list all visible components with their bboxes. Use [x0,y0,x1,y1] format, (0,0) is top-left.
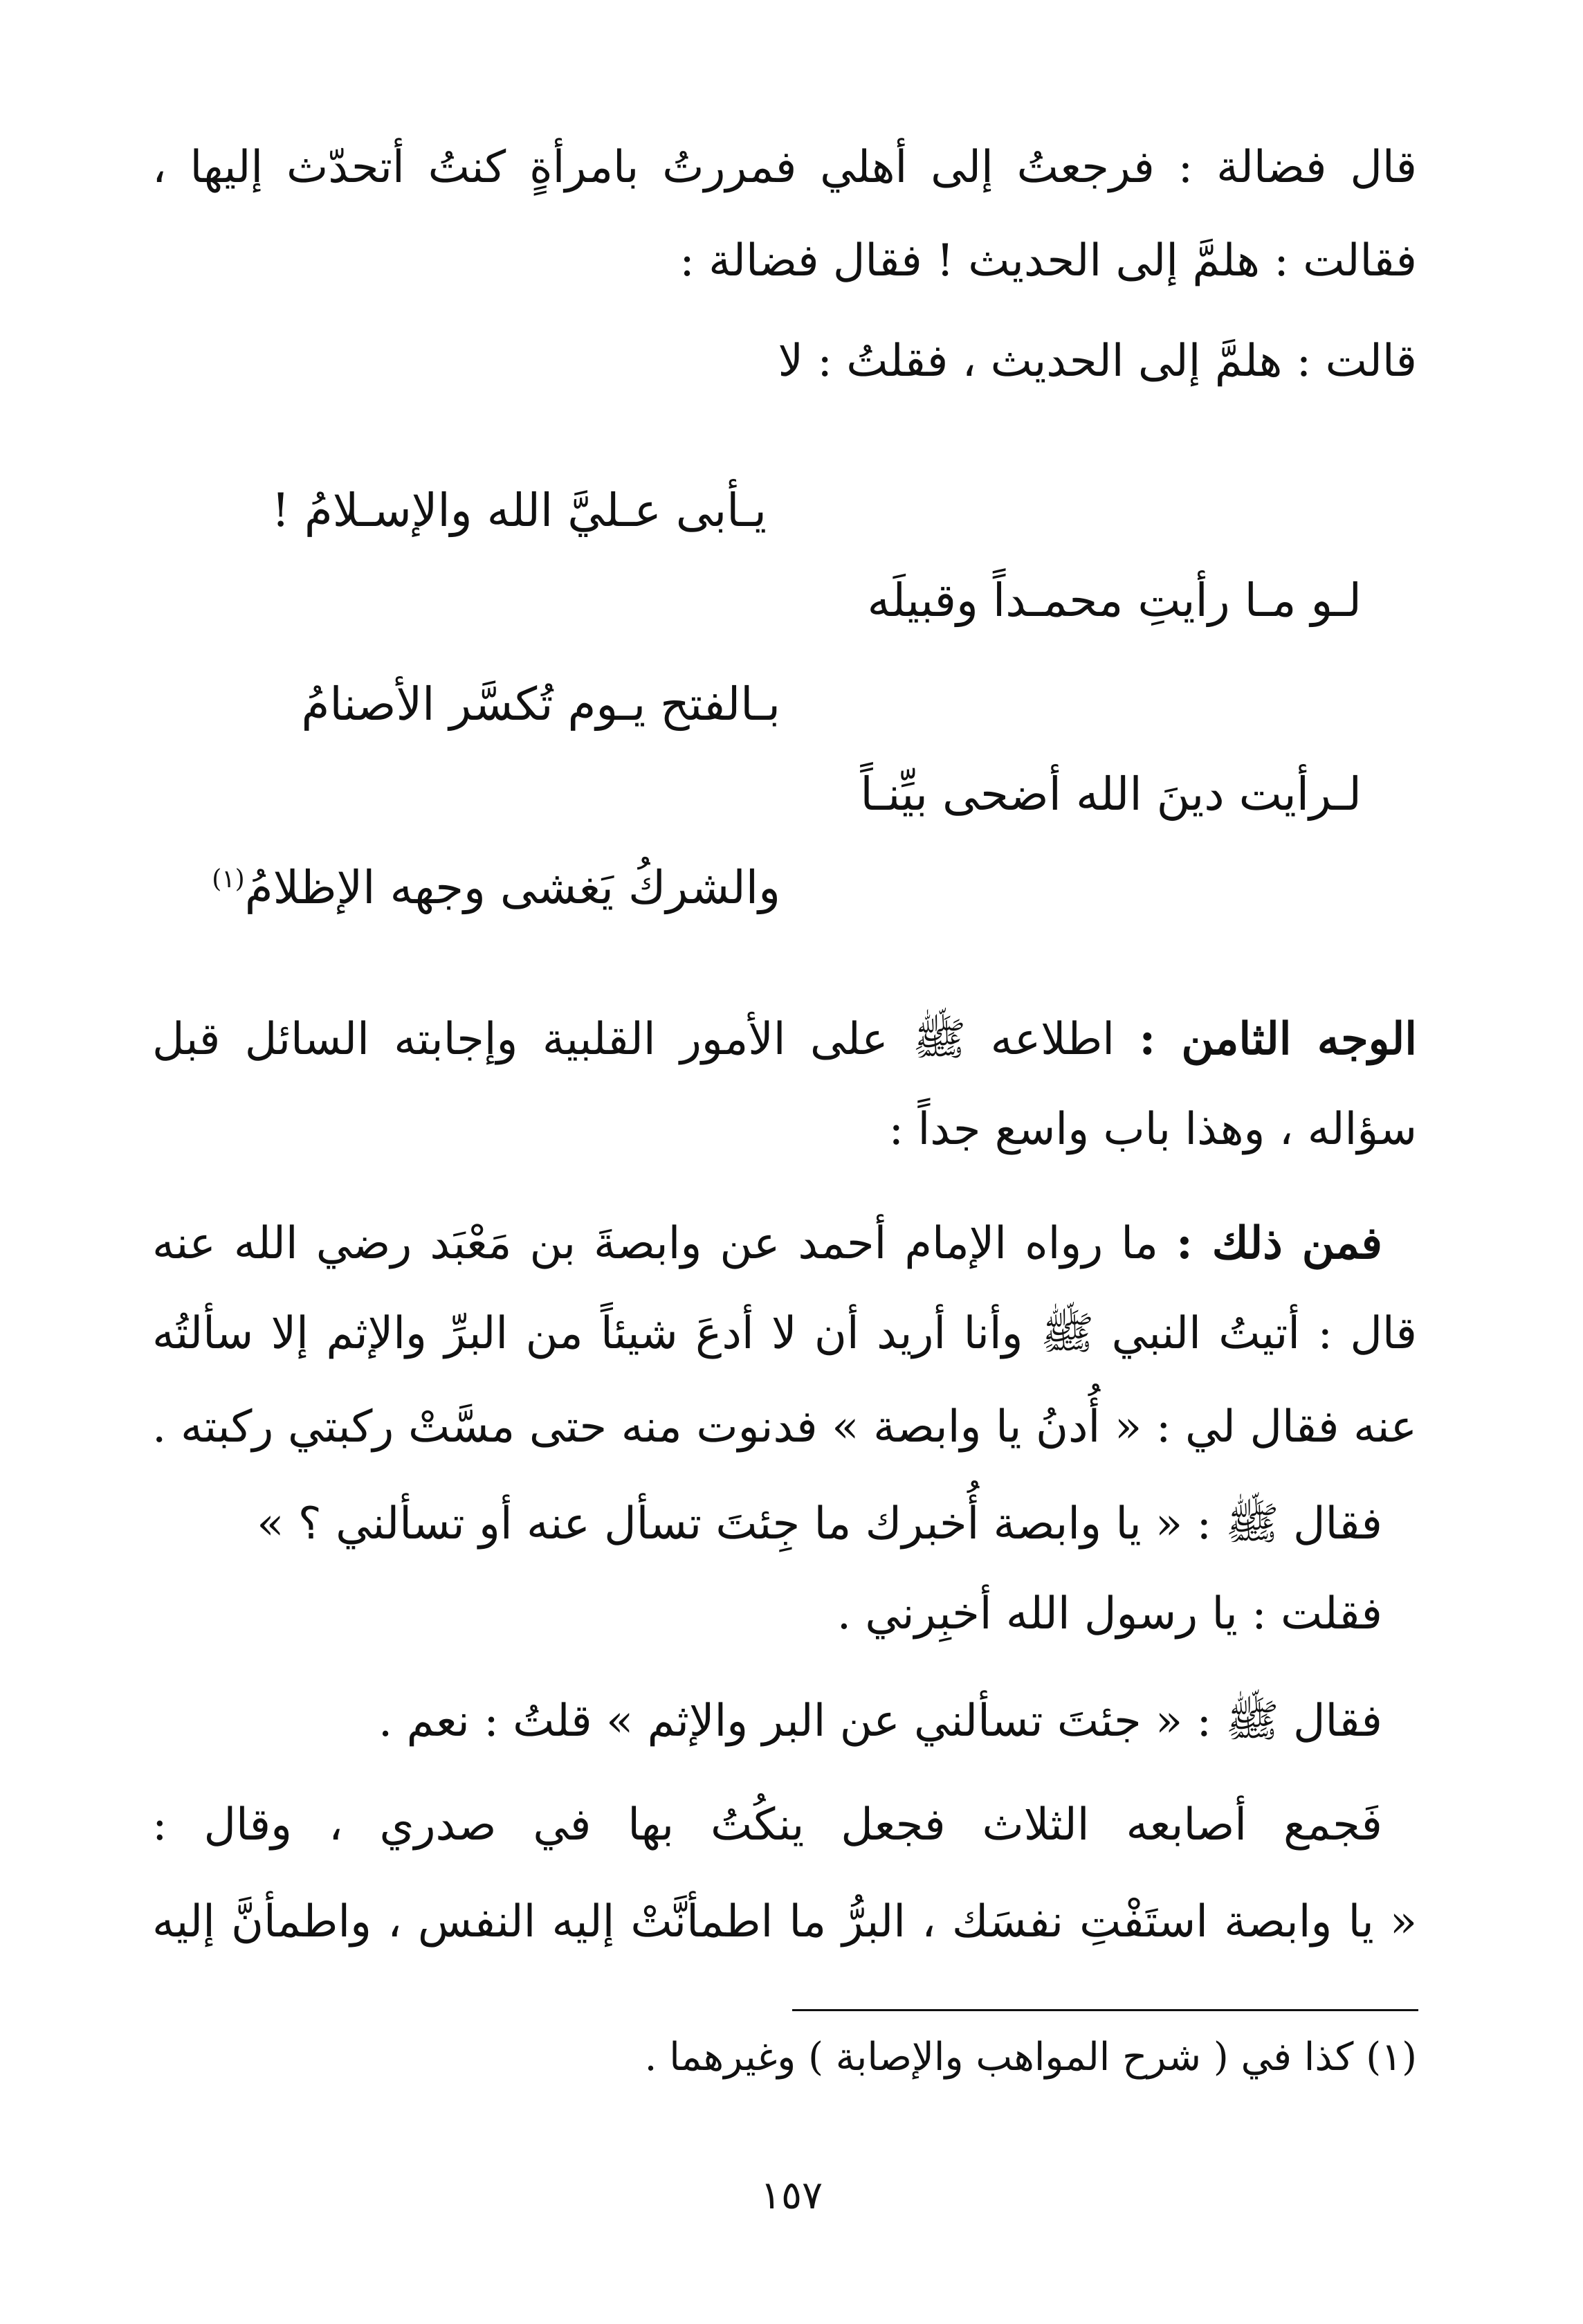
section-heading-rest: اطلاعه ﷺ على الأمور القلبية وإجابته السائل قبل [152,1014,1115,1065]
footnote-marker: (١) [212,865,245,893]
para2: فقال ﷺ : « يا وابصة أُخبرك ما جِئتَ تسأل عنه أو تسألني ؟ » [257,1498,1382,1550]
body-line-3: قالت : هلمَّ إلى الحديث ، فقلتُ : لا [778,336,1417,387]
body-line-1: قال فضالة : فرجعتُ إلى أهلي فمررتُ بامرأةٍ كنتُ أتحدّث إليها ، [152,142,1417,193]
poem-line-5 [212,861,780,914]
section-line-2: سؤاله ، وهذا باب واسع جداً : [888,1104,1417,1155]
section-heading: الوجه الثامن : [1139,1013,1418,1065]
section-heading-line [152,1013,1418,1065]
para4: فقال ﷺ : « جئتَ تسألني عن البر والإثم » قلتُ : نعم . [378,1696,1382,1747]
para5-line-1: فَجمع أصابعه الثلاث فجعل ينكُتُ بها في صدري ، وقال : [152,1799,1382,1851]
para3: فقلت : يا رسول الله أخبِرني . [836,1588,1382,1640]
poem-line-5-text: والشركُ يَغشى وجهه الإظلامُ [244,861,780,914]
poem-line-1: يـأبى عـليَّ الله والإسـلامُ ! [271,484,767,537]
intro-bold: فمن ذلك : [1176,1217,1383,1269]
poem-line-4: لـرأيت دينَ الله أضحى بيِّنـاً [860,768,1362,821]
para5-line-2: « يا وابصة استَفْتِ نفسَك ، البرُّ ما اطمأنَّتْ إليه النفس ، واطمأنَّ إليه [152,1896,1417,1948]
page-number: ١٥٧ [760,2173,823,2218]
para1-line-2: قال : أتيتُ النبي ﷺ وأنا أريد أن لا أدعَ شيئاً من البرِّ والإثم إلا سألتُه [152,1308,1418,1359]
intro-rest: ما رواه الإمام أحمد عن وابصةَ بن مَعْبَد رضي الله عنه [152,1218,1159,1269]
poem-line-3: بـالفتح يـوم تُكسَّر الأصنامُ [301,678,780,731]
footnote-rule [792,2009,1418,2011]
poem-line-2: لـو مـا رأيتِ محمـداً وقبيلَه [867,574,1362,627]
body-line-2: فقالت : هلمَّ إلى الحديث ! فقال فضالة : [679,235,1417,287]
para1-line-3: عنه فقال لي : « أُدنُ يا وابصة » فدنوت منه حتى مسَّتْ ركبتي ركبته . [152,1401,1417,1453]
intro-line [152,1217,1383,1269]
footnote: (١) كذا في ( شرح المواهب والإصابة ) وغيرهما . [644,2035,1417,2080]
